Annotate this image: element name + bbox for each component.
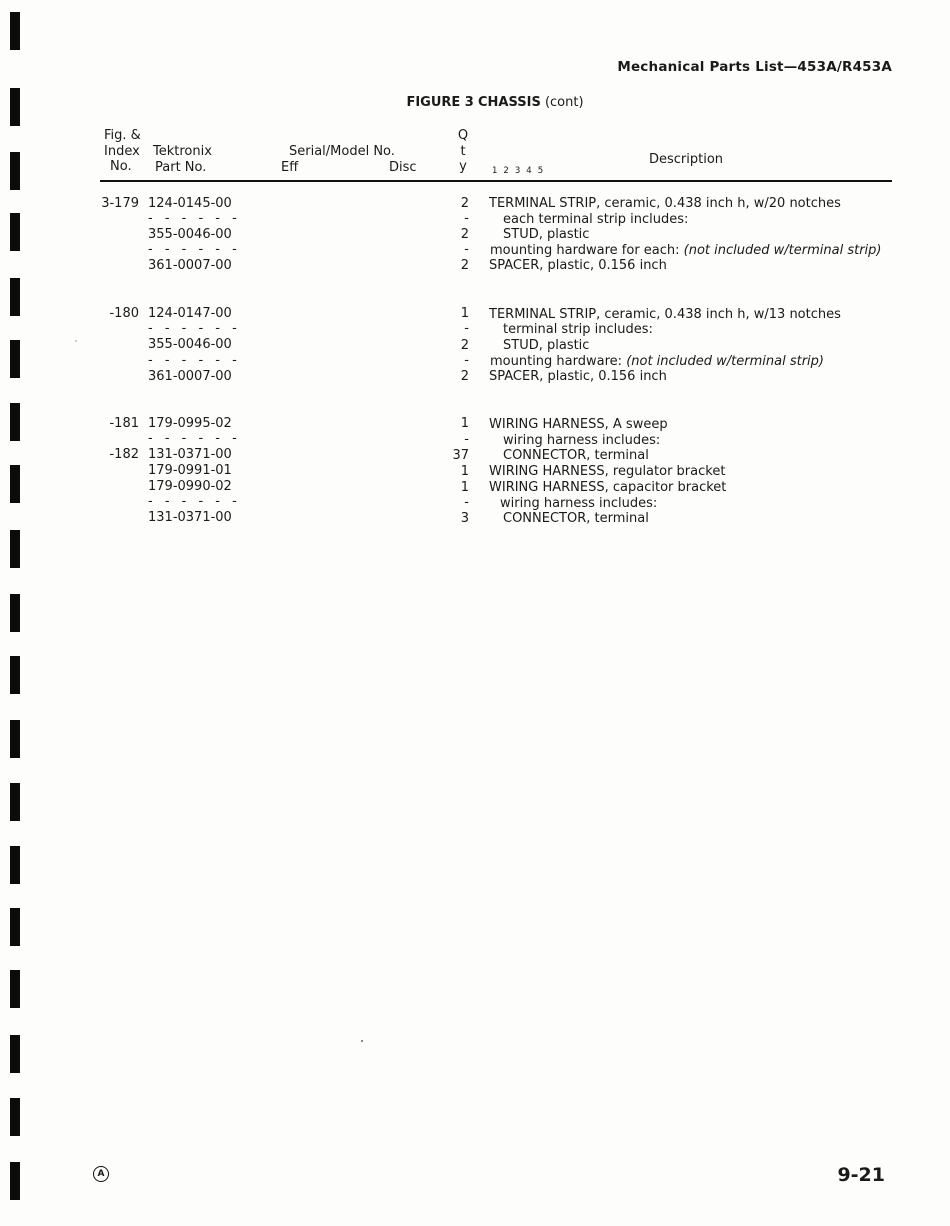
indent-digit: 4 xyxy=(526,166,532,176)
binder-punch-mark xyxy=(10,970,20,1008)
figure-label: FIGURE 3 xyxy=(406,95,474,110)
col-header-fig-line2: Index xyxy=(104,143,140,159)
row-part-number: 355-0046-00 xyxy=(148,227,232,242)
row-qty: 3 xyxy=(460,511,469,526)
col-header-qty-y: y xyxy=(459,159,467,174)
row-part-number: 124-0147-00 xyxy=(148,306,232,321)
row-description: CONNECTOR, terminal xyxy=(503,511,649,526)
row-description: SPACER, plastic, 0.156 inch xyxy=(489,258,667,273)
col-header-fig-line1: Fig. & xyxy=(104,128,141,143)
binder-punch-mark xyxy=(10,1035,20,1073)
row-description: WIRING HARNESS, capacitor bracket xyxy=(489,480,727,495)
row-description: STUD, plastic xyxy=(503,227,590,242)
binder-punch-mark xyxy=(10,530,20,568)
row-part-number: 179-0991-01 xyxy=(148,463,232,478)
row-qty: 1 xyxy=(460,480,469,495)
row-part-number: 355-0046-00 xyxy=(148,337,232,352)
col-header-qty-t: t xyxy=(460,143,466,159)
binder-punch-mark xyxy=(10,1162,20,1200)
row-description: WIRING HARNESS, A sweep xyxy=(489,417,668,432)
row-part-number: 131-0371-00 xyxy=(148,447,232,462)
binder-punch-mark xyxy=(10,846,20,884)
indent-digit: 2 xyxy=(503,166,509,176)
row-qty: 1 xyxy=(460,464,469,479)
binder-punch-mark xyxy=(10,908,20,946)
col-header-fig-index xyxy=(104,128,141,175)
revision-symbol: A xyxy=(93,1166,109,1182)
row-index: 3-179 xyxy=(101,196,139,211)
figure-name: CHASSIS xyxy=(477,95,541,110)
row-qty: - xyxy=(464,495,469,510)
row-description xyxy=(490,243,881,259)
indent-level-digits xyxy=(492,166,549,176)
binder-punch-mark xyxy=(10,720,20,758)
row-description: STUD, plastic xyxy=(503,338,590,353)
col-header-qty-q: Q xyxy=(457,128,469,143)
row-qty: - xyxy=(464,353,469,368)
row-qty: 2 xyxy=(460,258,469,273)
row-index: -181 xyxy=(109,416,139,431)
row-qty: 2 xyxy=(460,196,469,211)
scan-speck xyxy=(361,1040,363,1042)
row-part-number: 361-0007-00 xyxy=(148,369,232,384)
col-header-disc: Disc xyxy=(389,160,417,175)
binder-punch-mark xyxy=(10,656,20,694)
col-header-part-line2: Part No. xyxy=(155,159,207,175)
figure-suffix: (cont) xyxy=(544,95,584,110)
row-qty: - xyxy=(464,432,469,447)
row-qty: 2 xyxy=(460,227,469,242)
row-description-text: mounting hardware for each: xyxy=(490,243,680,258)
row-part-number: - - - - - - xyxy=(148,494,241,509)
row-part-number: 131-0371-00 xyxy=(148,510,232,525)
col-header-fig-line3: No. xyxy=(110,159,132,174)
col-header-qty xyxy=(455,128,471,175)
col-header-eff: Eff xyxy=(281,160,299,175)
row-description: each terminal strip includes: xyxy=(503,212,689,227)
row-part-number: - - - - - - xyxy=(148,431,241,446)
row-qty: - xyxy=(464,242,469,257)
indent-digit: 5 xyxy=(537,166,544,176)
row-description: wiring harness includes: xyxy=(500,496,658,511)
row-description: CONNECTOR, terminal xyxy=(503,448,649,463)
row-description: WIRING HARNESS, regulator bracket xyxy=(489,464,726,479)
binder-punch-mark xyxy=(10,152,20,190)
row-index: -180 xyxy=(109,306,139,321)
row-description: wiring harness includes: xyxy=(503,433,661,448)
row-description-italic: (not included w/terminal strip) xyxy=(626,354,824,369)
row-part-number: 179-0990-02 xyxy=(148,479,232,494)
col-header-part-no xyxy=(153,144,212,175)
row-description: SPACER, plastic, 0.156 inch xyxy=(489,369,667,384)
row-description: terminal strip includes: xyxy=(503,322,653,337)
col-header-part-line1: Tektronix xyxy=(153,144,212,159)
row-part-number: - - - - - - xyxy=(148,321,241,336)
row-part-number: 361-0007-00 xyxy=(148,258,232,273)
row-qty: 1 xyxy=(460,416,469,431)
row-part-number: 124-0145-00 xyxy=(148,196,232,211)
row-qty: 2 xyxy=(460,338,469,353)
row-index: -182 xyxy=(109,447,139,462)
row-qty: 37 xyxy=(452,448,469,463)
binder-punch-mark xyxy=(10,783,20,821)
running-head: Mechanical Parts List—453A/R453A xyxy=(617,59,892,75)
binder-punch-mark xyxy=(10,1098,20,1136)
row-qty: 2 xyxy=(460,369,469,384)
indent-digit: 1 xyxy=(492,166,498,176)
row-description xyxy=(490,354,824,370)
row-description: TERMINAL STRIP, ceramic, 0.438 inch h, w/13 notches xyxy=(489,307,841,322)
col-header-description: Description xyxy=(649,152,724,167)
header-rule xyxy=(100,180,892,182)
indent-digit: 3 xyxy=(514,166,521,176)
figure-title xyxy=(0,95,950,110)
row-description-italic: (not included w/terminal strip) xyxy=(683,243,882,258)
row-part-number: - - - - - - xyxy=(148,242,241,257)
row-part-number: - - - - - - xyxy=(148,353,241,368)
row-description: TERMINAL STRIP, ceramic, 0.438 inch h, w/20 notches xyxy=(489,196,841,211)
row-qty: - xyxy=(464,211,469,226)
row-part-number: - - - - - - xyxy=(148,211,241,226)
binder-punch-mark xyxy=(10,594,20,632)
col-header-serial: Serial/Model No. xyxy=(289,144,395,159)
row-description-text: mounting hardware: xyxy=(490,354,623,369)
page-number: 9-21 xyxy=(837,1164,885,1186)
row-qty: - xyxy=(464,321,469,336)
binder-punch-mark xyxy=(10,12,20,50)
row-part-number: 179-0995-02 xyxy=(148,416,232,431)
row-qty: 1 xyxy=(460,306,469,321)
